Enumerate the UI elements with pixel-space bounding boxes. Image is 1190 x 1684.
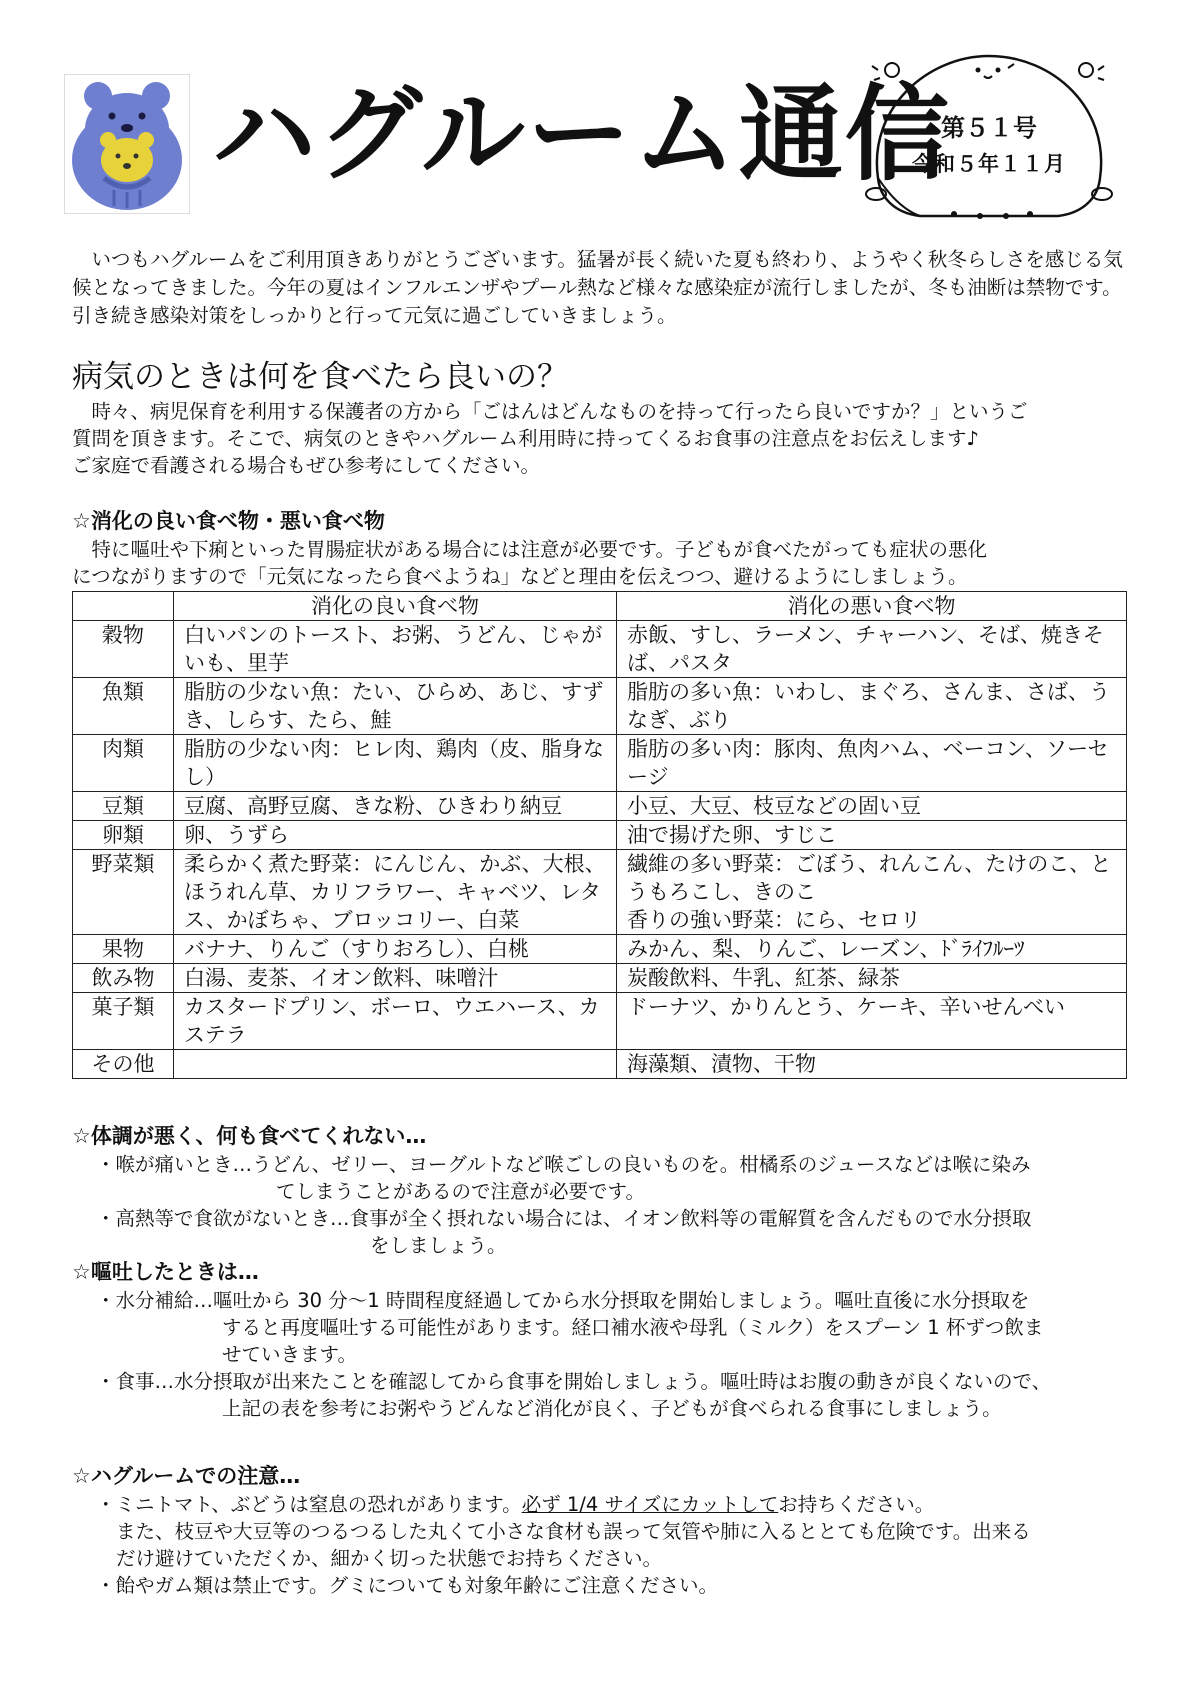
category-cell: 果物 bbox=[73, 935, 174, 964]
vomit-bullets: ・水分補給…嘔吐から 30 分～1 時間程度経過してから水分摂取を開始しましょう。嘔吐直後に水分摂取を すると再度嘔吐する可能性があります。経口補水液や母乳（ミルク）をスプーン 1 杯ずつ飲ま せていきます。 ・食事…水分摂取が出来たことを確認してから食事を開始しましょう。嘔吐時はお腹の動きが良くないので、 上記の表を参考にお粥やうどんなど消化が良く、子どもが食べられる食事にしましょう。 bbox=[96, 1289, 1052, 1420]
table-row bbox=[73, 1050, 1127, 1079]
table-header-cell: 消化の悪い食べ物 bbox=[617, 592, 1127, 621]
bad-food-cell: 小豆、大豆、枝豆などの固い豆 bbox=[617, 792, 1127, 821]
table-row bbox=[73, 935, 1127, 964]
bad-food-cell: 油で揚げた卵、すじこ bbox=[617, 821, 1127, 850]
good-food-cell: 白湯、麦茶、イオン飲料、味噌汁 bbox=[174, 964, 617, 993]
hugroom-heading: ☆ハグルームでの注意… bbox=[72, 1464, 301, 1488]
good-food-cell: バナナ、りんご（すりおろし）、白桃 bbox=[174, 935, 617, 964]
category-cell: 魚類 bbox=[73, 678, 174, 735]
issue-number: 第５１号 bbox=[941, 114, 1037, 142]
bad-food-cell: ドーナツ、かりんとう、ケーキ、辛いせんべい bbox=[617, 993, 1127, 1050]
bad-food-cell: 繊維の多い野菜：ごぼう、れんこん、たけのこ、とうもろこし、きのこ 香りの強い野菜：にら、セロリ bbox=[617, 850, 1127, 935]
table-row bbox=[73, 993, 1127, 1050]
table-row bbox=[73, 735, 1127, 792]
table-header-cell bbox=[73, 592, 174, 621]
vomit-heading: ☆嘔吐したときは… bbox=[72, 1260, 259, 1284]
category-cell: 穀物 bbox=[73, 621, 174, 678]
bear-mascot-logo bbox=[64, 74, 190, 214]
good-food-cell: 柔らかく煮た野菜：にんじん、かぶ、大根、ほうれん草、カリフラワー、キャベツ、レタス、かぼちゃ、ブロッコリー、白菜 bbox=[174, 850, 617, 935]
digest-heading: ☆消化の良い食べ物・悪い食べ物 bbox=[72, 509, 385, 533]
table-row bbox=[73, 678, 1127, 735]
category-cell: 飲み物 bbox=[73, 964, 174, 993]
appetite-heading: ☆体調が悪く、何も食べてくれない… bbox=[72, 1124, 427, 1148]
category-cell: 菓子類 bbox=[73, 993, 174, 1050]
bad-food-cell: 海藻類、漬物、干物 bbox=[617, 1050, 1127, 1079]
bad-food-cell: みかん、梨、りんご、レーズン、ﾄﾞﾗｲﾌﾙｰﾂ bbox=[617, 935, 1127, 964]
digest-paragraph: 特に嘔吐や下痢といった胃腸症状がある場合には注意が必要です。子どもが食べたがっても症状の悪化 につながりますので「元気になったら食べようね」などと理由を伝えつつ、避けるようにしましょう。 bbox=[72, 538, 987, 588]
table-row bbox=[73, 792, 1127, 821]
section-lead: 時々、病児保育を利用する保護者の方から「ごはんはどんなものを持って行ったら良いですか？」というご 質問を頂きます。そこで、病気のときやハグルーム利用時に持ってくるお食事の注意点をお伝えします♪ ご家庭で看護される場合もぜひ参考にしてください。 bbox=[72, 400, 1028, 477]
good-food-cell: 脂肪の少ない肉：ヒレ肉、鶏肉（皮、脂身なし） bbox=[174, 735, 617, 792]
newsletter-title: ハグルーム通信 bbox=[212, 73, 951, 195]
good-food-cell: 豆腐、高野豆腐、きな粉、ひきわり納豆 bbox=[174, 792, 617, 821]
table-row bbox=[73, 821, 1127, 850]
table-header-cell: 消化の良い食べ物 bbox=[174, 592, 617, 621]
category-cell: その他 bbox=[73, 1050, 174, 1079]
hugroom-bullets: ・ミニトマト、ぶどうは窒息の恐れがあります。必ず 1/4 サイズにカットしてお持ちください。 また、枝豆や大豆等のつるつるした丸くて小さな食材も誤って気管や肺に入るととても危険です。出来る だけ避けていただくか、細かく切った状態でお持ちください。 ・飴やガム類は禁止です。グミについても対象年齢にご注意ください。 bbox=[96, 1493, 1031, 1597]
table-row bbox=[73, 850, 1127, 935]
issue-badge bbox=[858, 48, 1120, 230]
category-cell: 肉類 bbox=[73, 735, 174, 792]
category-cell: 野菜類 bbox=[73, 850, 174, 935]
issue-date: 令和５年１１月 bbox=[912, 152, 1066, 176]
category-cell: 豆類 bbox=[73, 792, 174, 821]
bad-food-cell: 脂肪の多い肉：豚肉、魚肉ハム、ベーコン、ソーセージ bbox=[617, 735, 1127, 792]
food-digestion-table bbox=[72, 591, 1127, 1079]
bad-food-cell: 脂肪の多い魚：いわし、まぐろ、さんま、さば、うなぎ、ぶり bbox=[617, 678, 1127, 735]
good-food-cell: 脂肪の少ない魚：たい、ひらめ、あじ、すずき、しらす、たら、鮭 bbox=[174, 678, 617, 735]
table-header-row bbox=[73, 592, 1127, 621]
bad-food-cell: 赤飯、すし、ラーメン、チャーハン、そば、焼きそば、パスタ bbox=[617, 621, 1127, 678]
intro-paragraph: いつもハグルームをご利用頂きありがとうございます。猛暑が長く続いた夏も終わり、ようやく秋冬らしさを感じる気候となってきました。今年の夏はインフルエンザやプール熱など様々な感染症が流行しましたが、冬も油断は禁物です。引き続き感染対策をしっかりと行って元気に過ごしていきましょう。 bbox=[72, 248, 1123, 327]
underlined-instruction: 必ず 1/4 サイズにカットして bbox=[521, 1493, 779, 1516]
appetite-bullets: ・喉が痛いとき…うどん、ゼリー、ヨーグルトなど喉ごしの良いものを。柑橘系のジュースなどは喉に染み てしまうことがあるので注意が必要です。 ・高熱等で食欲がないとき…食事が全く摂れない場合には、イオン飲料等の電解質を含んだもので水分摂取 をしましょう。 bbox=[96, 1153, 1032, 1257]
good-food-cell: 白いパンのトースト、お粥、うどん、じゃがいも、里芋 bbox=[174, 621, 617, 678]
good-food-cell bbox=[174, 1050, 617, 1079]
section-title: 病気のときは何を食べたら良いの？ bbox=[72, 359, 568, 395]
good-food-cell: カスタードプリン、ボーロ、ウエハース、カステラ bbox=[174, 993, 617, 1050]
good-food-cell: 卵、うずら bbox=[174, 821, 617, 850]
category-cell: 卵類 bbox=[73, 821, 174, 850]
table-row bbox=[73, 621, 1127, 678]
bad-food-cell: 炭酸飲料、牛乳、紅茶、緑茶 bbox=[617, 964, 1127, 993]
table-row bbox=[73, 964, 1127, 993]
